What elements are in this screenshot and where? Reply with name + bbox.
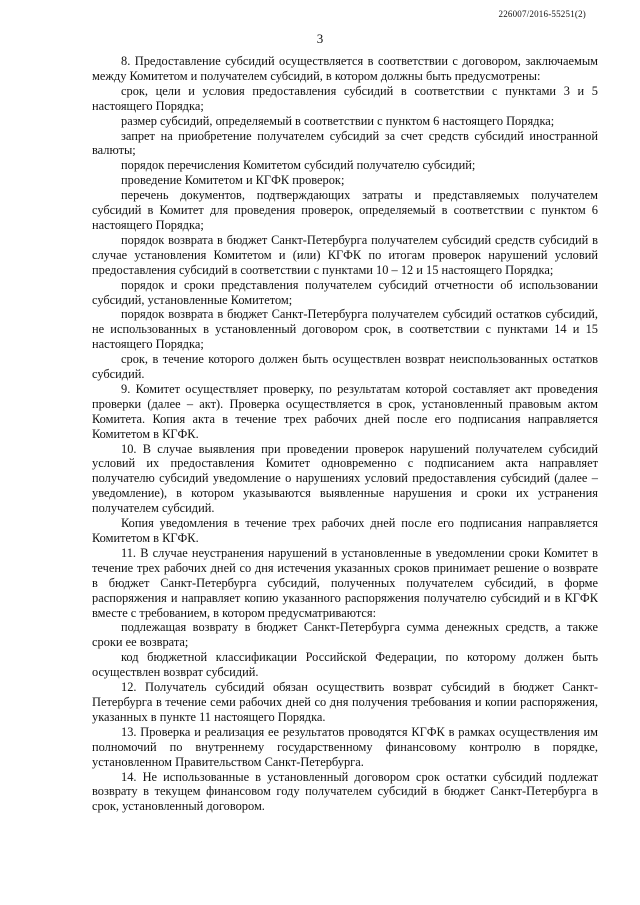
paragraph-14: 14. Не использованные в установленный договором срок остатки субсидий подлежат возврату в текущем финансовом году получателем субсидий в бюджет Санкт-Петербурга в срок, установленный договором. [92,769,598,814]
paragraph-item: размер субсидий, определяемый в соответствии с пунктом 6 настоящего Порядка; [121,113,555,128]
paragraph-12: 12. Получатель субсидий обязан осуществить возврат субсидий в бюджет Санкт-Петербурга в течение семи рабочих дней со дня получения требования и копии распоряжения, указанных в пункте 11 настоящего Порядка. [92,680,598,724]
paragraph-item: порядок возврата в бюджет Санкт-Петербурга получателем субсидий средств субсидий в случае установления Комитетом и (или) КГФК по итогам проверок нарушений условий предоставления субсидий в соответствии с пунктами 10 – 12 и 15 настоящего Порядка; [92,232,598,277]
page-number: 3 [316,31,324,46]
paragraph-item: перечень документов, подтверждающих затраты и представляемых получателем субсидий в Комитет для проведения проверок, определяемый в соответствии с пунктом 6 настоящего Порядка; [92,188,598,232]
paragraph-item: код бюджетной классификации Российской Федерации, по которому должен быть осуществлен возврат субсидий. [92,650,598,680]
paragraph-11: 11. В случае неустранения нарушений в установленные в уведомлении сроки Комитет в течение трех рабочих дней со дня истечения указанных сроков принимает решение о возврате в бюджет Санкт-Петербурга субсидий, полученных получателем субсидий, в форме распоряжения и направляет копию указанного распоряжения получателю субсидий и в КГФК вместе с требованием, в котором предусматриваются: [92,545,598,620]
document-code: 226007/2016-55251(2) [498,9,586,19]
paragraph-item: запрет на приобретение получателем субсидий за счет средств субсидий иностранной валюты; [92,128,598,158]
paragraph-item: порядок и сроки представления получателем субсидий отчетности об использовании субсидий, установленные Комитетом; [92,277,598,307]
paragraph-item: проведение Комитетом и КГФК проверок; [121,173,345,188]
paragraph-8: 8. Предоставление субсидий осуществляется в соответствии с договором, заключаемым между Комитетом и получателем субсидий, в котором должны быть предусмотрены: [92,54,598,83]
document-body [92,54,598,814]
paragraph-item: подлежащая возврату в бюджет Санкт-Петербурга сумма денежных средств, а также сроки ее возврата; [92,620,598,650]
paragraph-item: порядок перечисления Комитетом субсидий получателю субсидий; [121,158,476,173]
paragraph-item: порядок возврата в бюджет Санкт-Петербурга получателем субсидий остатков субсидий, не использованных в установленный договором срок, в соответствии с пунктами 14 и 15 настоящего Порядка; [92,307,598,352]
paragraph-13: 13. Проверка и реализация ее результатов проводятся КГФК в рамках осуществления им полномочий по внутреннему государственному финансовому контролю в порядке, установленном Правительством Санкт-Петербурга. [92,724,598,769]
paragraph-10: 10. В случае выявления при проведении проверок нарушений получателем субсидий условий их предоставления Комитет одновременно с подписанием акта направляет получателю субсидий уведомление о нарушениях условий предоставления субсидий (далее – уведомление), в котором указываются выявленные нарушения и сроки их устранения получателем субсидий. [92,441,598,516]
paragraph-10-copy: Копия уведомления в течение трех рабочих дней после его подписания направляется Комитетом в КГФК. [92,516,598,545]
paragraph-item: срок, в течение которого должен быть осуществлен возврат неиспользованных остатков субсидий. [92,352,598,382]
paragraph-item: срок, цели и условия предоставления субсидий в соответствии с пунктами 3 и 5 настоящего Порядка; [92,83,598,113]
paragraph-9: 9. Комитет осуществляет проверку, по результатам которой составляет акт проведения проверки (далее – акт). Проверка осуществляется в срок, установленный правовым актом Комитета. Копия акта в течение трех рабочих дней после его подписания направляется Комитетом в КГФК. [92,381,598,441]
